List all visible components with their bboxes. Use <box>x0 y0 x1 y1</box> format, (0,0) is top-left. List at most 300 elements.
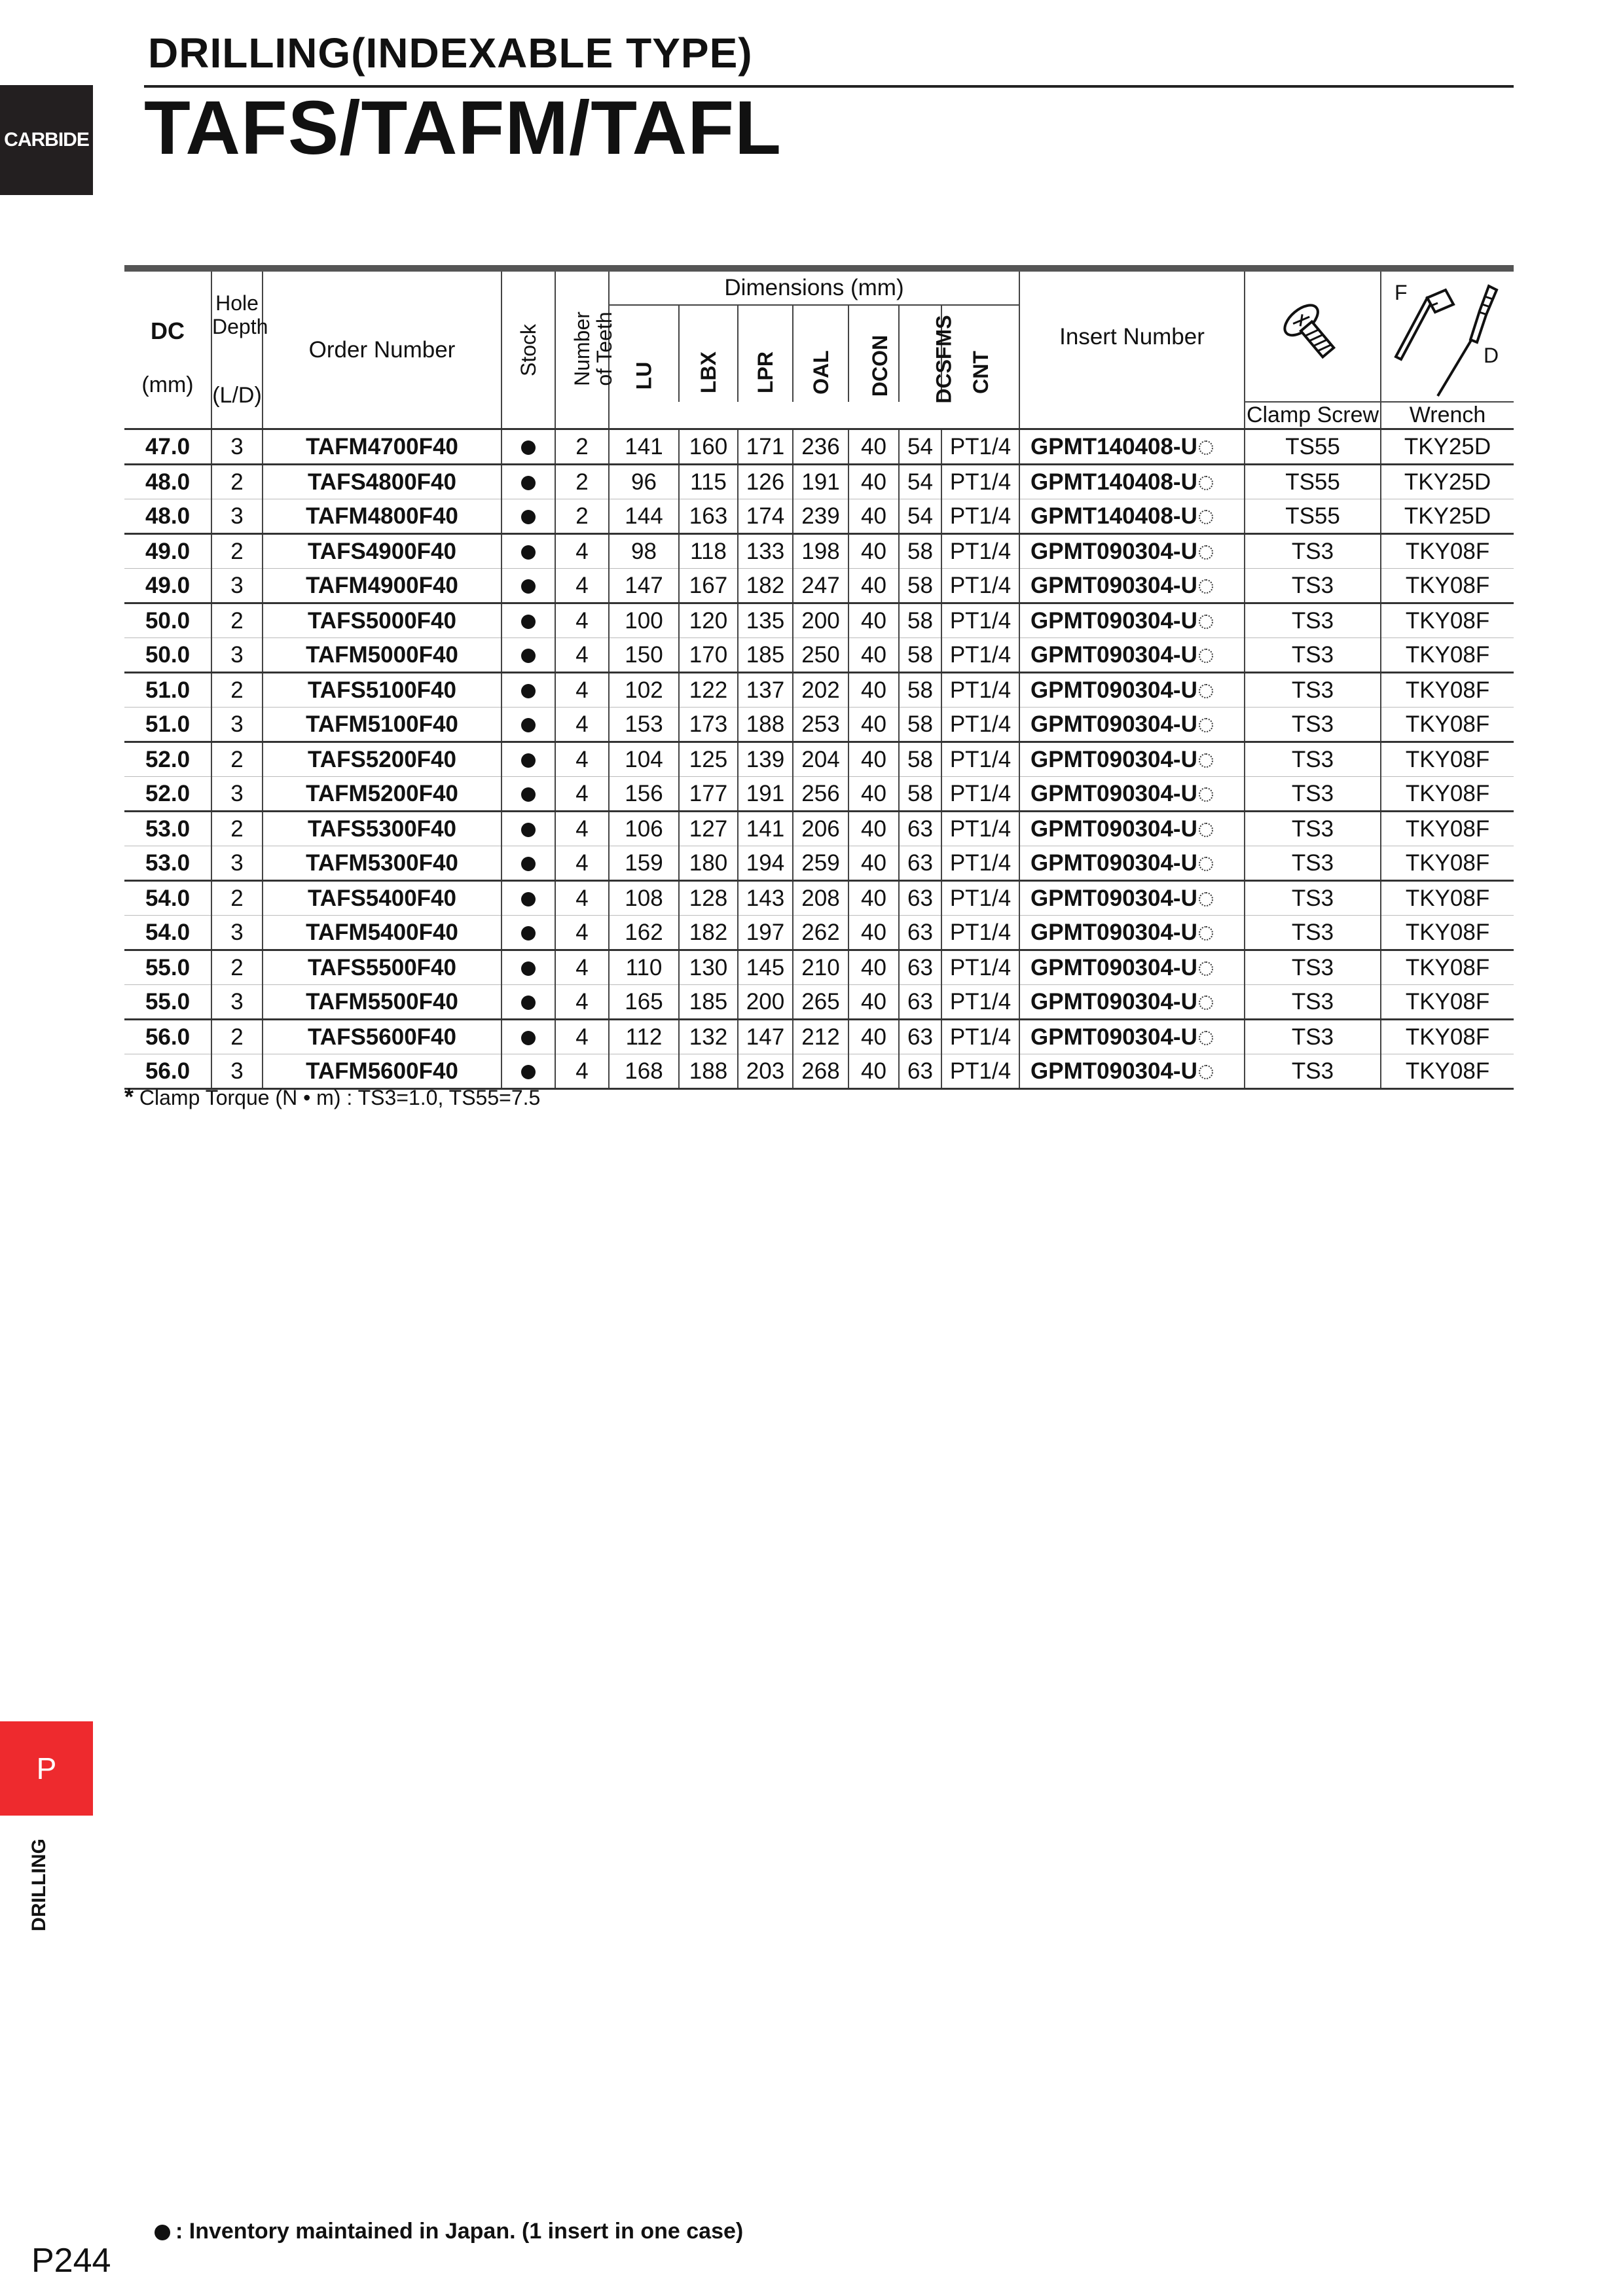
teeth-header-line-2: of Teeth <box>592 312 616 386</box>
cell-lpr: 141 <box>738 812 793 846</box>
cell-clamp-screw: TS3 <box>1245 673 1381 708</box>
grade-circle-icon <box>1199 649 1213 663</box>
cell-order-number: TAFS5200F40 <box>263 742 501 777</box>
col-clamp-screw-header: Clamp Screw <box>1245 402 1381 429</box>
cell-dc: 54.0 <box>124 881 211 916</box>
cell-stock <box>501 708 555 742</box>
cell-oal: 202 <box>793 673 848 708</box>
cell-lu: 162 <box>609 916 679 950</box>
cell-cnt: PT1/4 <box>941 499 1019 534</box>
cell-wrench: TKY08F <box>1381 534 1514 569</box>
cell-oal: 247 <box>793 569 848 603</box>
cell-dc: 56.0 <box>124 1054 211 1089</box>
cell-lpr: 185 <box>738 638 793 673</box>
cell-hole-depth: 3 <box>211 569 263 603</box>
col-dcsfms-header <box>899 305 956 404</box>
cell-lpr: 171 <box>738 429 793 465</box>
cell-lbx: 160 <box>679 429 738 465</box>
section-tab-label: DRILLING <box>28 1839 50 1931</box>
stock-header-label: Stock <box>517 323 541 376</box>
cell-dcon: 40 <box>848 742 899 777</box>
cell-order-number: TAFM5400F40 <box>263 916 501 950</box>
cell-lpr: 143 <box>738 881 793 916</box>
cell-oal: 208 <box>793 881 848 916</box>
insert-number-text: GPMT090304-U <box>1030 1024 1197 1050</box>
carbide-tab <box>0 85 93 195</box>
cell-insert-number <box>1019 742 1245 777</box>
cell-dc: 48.0 <box>124 465 211 499</box>
cell-insert-number <box>1019 465 1245 499</box>
cell-dc: 50.0 <box>124 638 211 673</box>
col-hole-depth-header <box>211 268 268 429</box>
cell-lpr: 174 <box>738 499 793 534</box>
cell-cnt: PT1/4 <box>941 881 1019 916</box>
stock-dot-icon <box>521 892 536 906</box>
cell-oal: 268 <box>793 1054 848 1089</box>
cell-lbx: 180 <box>679 846 738 881</box>
cell-wrench: TKY08F <box>1381 569 1514 603</box>
section-tab-p <box>0 1721 93 1816</box>
page-number: P244 <box>31 2242 111 2280</box>
cell-lu: 96 <box>609 465 679 499</box>
cell-oal: 210 <box>793 950 848 985</box>
cell-cnt: PT1/4 <box>941 742 1019 777</box>
cell-lu: 104 <box>609 742 679 777</box>
cell-dc: 49.0 <box>124 534 211 569</box>
cell-order-number: TAFM5200F40 <box>263 777 501 812</box>
cell-insert-number <box>1019 429 1245 465</box>
grade-circle-icon <box>1199 476 1213 490</box>
grade-circle-icon <box>1199 787 1213 802</box>
cell-dc: 53.0 <box>124 812 211 846</box>
cell-insert-number <box>1019 603 1245 638</box>
dimensions-spacer <box>609 402 1019 429</box>
cell-dcon: 40 <box>848 708 899 742</box>
clamp-torque-note <box>124 1083 540 1111</box>
cell-stock <box>501 812 555 846</box>
cell-stock <box>501 429 555 465</box>
cell-teeth: 4 <box>555 950 609 985</box>
cell-dc: 54.0 <box>124 916 211 950</box>
cell-lbx: 130 <box>679 950 738 985</box>
cell-hole-depth: 3 <box>211 916 263 950</box>
wrench-f-label: F <box>1395 281 1408 304</box>
cell-dcon: 40 <box>848 777 899 812</box>
table-row <box>124 603 1514 638</box>
table-row <box>124 708 1514 742</box>
cell-order-number: TAFS4800F40 <box>263 465 501 499</box>
cell-dc: 49.0 <box>124 569 211 603</box>
cell-oal: 191 <box>793 465 848 499</box>
cell-dcon: 40 <box>848 638 899 673</box>
cell-lpr: 203 <box>738 1054 793 1089</box>
insert-number-text: GPMT090304-U <box>1030 711 1197 737</box>
grade-circle-icon <box>1199 892 1213 906</box>
cell-wrench: TKY08F <box>1381 638 1514 673</box>
cell-wrench: TKY08F <box>1381 950 1514 985</box>
cell-dc: 56.0 <box>124 1020 211 1054</box>
cell-teeth: 4 <box>555 985 609 1020</box>
cell-dcon: 40 <box>848 1020 899 1054</box>
table-row <box>124 812 1514 846</box>
spec-table-wrap <box>124 265 1514 1090</box>
cell-oal: 256 <box>793 777 848 812</box>
stock-dot-icon <box>521 684 536 698</box>
cell-oal: 212 <box>793 1020 848 1054</box>
cell-order-number: TAFM4800F40 <box>263 499 501 534</box>
cell-order-number: TAFM4900F40 <box>263 569 501 603</box>
cell-dcon: 40 <box>848 499 899 534</box>
cell-cnt: PT1/4 <box>941 985 1019 1020</box>
cell-dcsfms: 54 <box>899 429 941 465</box>
insert-number-text: GPMT090304-U <box>1030 572 1197 598</box>
cell-lpr: 182 <box>738 569 793 603</box>
cell-dcon: 40 <box>848 916 899 950</box>
cell-insert-number <box>1019 1020 1245 1054</box>
cell-hole-depth: 3 <box>211 708 263 742</box>
col-oal-header <box>793 305 848 402</box>
cell-hole-depth: 2 <box>211 603 263 638</box>
cell-wrench: TKY08F <box>1381 777 1514 812</box>
cell-lu: 106 <box>609 812 679 846</box>
cell-order-number: TAFS5400F40 <box>263 881 501 916</box>
cell-clamp-screw: TS3 <box>1245 777 1381 812</box>
grade-circle-icon <box>1199 718 1213 732</box>
cell-teeth: 2 <box>555 465 609 499</box>
insert-number-text: GPMT140408-U <box>1030 503 1197 529</box>
cell-insert-number <box>1019 569 1245 603</box>
grade-circle-icon <box>1199 996 1213 1010</box>
cell-stock <box>501 673 555 708</box>
cell-dcon: 40 <box>848 429 899 465</box>
cell-stock <box>501 1020 555 1054</box>
stock-dot-icon <box>521 961 536 976</box>
cell-insert-number <box>1019 950 1245 985</box>
col-lu-header <box>609 305 679 402</box>
cell-lu: 102 <box>609 673 679 708</box>
cell-hole-depth: 2 <box>211 881 263 916</box>
grade-circle-icon <box>1199 961 1213 976</box>
cell-teeth: 4 <box>555 603 609 638</box>
cell-lpr: 137 <box>738 673 793 708</box>
cell-lbx: 167 <box>679 569 738 603</box>
cell-dc: 50.0 <box>124 603 211 638</box>
cell-lbx: 173 <box>679 708 738 742</box>
grade-circle-icon <box>1199 823 1213 837</box>
cell-clamp-screw: TS55 <box>1245 465 1381 499</box>
col-teeth-header <box>555 268 616 429</box>
cell-dc: 53.0 <box>124 846 211 881</box>
cell-lu: 100 <box>609 603 679 638</box>
clamp-torque-text: Clamp Torque (N • m) : TS3=1.0, TS55=7.5 <box>139 1086 541 1109</box>
cell-dcon: 40 <box>848 846 899 881</box>
table-row <box>124 916 1514 950</box>
hole-depth-label-1: Hole <box>215 291 259 315</box>
insert-number-text: GPMT140408-U <box>1030 433 1197 459</box>
table-row <box>124 534 1514 569</box>
stock-legend <box>155 2219 743 2244</box>
cell-hole-depth: 2 <box>211 1020 263 1054</box>
cell-hole-depth: 3 <box>211 1054 263 1089</box>
cell-lu: 98 <box>609 534 679 569</box>
cell-insert-number <box>1019 916 1245 950</box>
stock-dot-icon <box>521 510 536 524</box>
cell-dcon: 40 <box>848 534 899 569</box>
grade-circle-icon <box>1199 1031 1213 1045</box>
grade-circle-icon <box>1199 684 1213 698</box>
cell-stock <box>501 916 555 950</box>
cell-lpr: 139 <box>738 742 793 777</box>
cell-dcsfms: 58 <box>899 742 941 777</box>
cell-oal: 262 <box>793 916 848 950</box>
cell-hole-depth: 3 <box>211 777 263 812</box>
cell-cnt: PT1/4 <box>941 673 1019 708</box>
cell-lu: 156 <box>609 777 679 812</box>
cell-dc: 55.0 <box>124 985 211 1020</box>
grade-circle-icon <box>1199 615 1213 629</box>
cell-lpr: 188 <box>738 708 793 742</box>
cell-cnt: PT1/4 <box>941 569 1019 603</box>
cell-lu: 150 <box>609 638 679 673</box>
table-row <box>124 1020 1514 1054</box>
cell-hole-depth: 2 <box>211 534 263 569</box>
cell-wrench: TKY08F <box>1381 742 1514 777</box>
cell-teeth: 4 <box>555 846 609 881</box>
cell-cnt: PT1/4 <box>941 916 1019 950</box>
oal-header-label: OAL <box>809 350 833 395</box>
spec-table-body <box>124 429 1514 1089</box>
cell-lbx: 120 <box>679 603 738 638</box>
insert-number-text: GPMT090304-U <box>1030 641 1197 668</box>
cell-clamp-screw: TS3 <box>1245 881 1381 916</box>
hole-depth-unit: (L/D) <box>212 383 262 408</box>
cell-teeth: 4 <box>555 569 609 603</box>
cell-dcon: 40 <box>848 881 899 916</box>
insert-number-text: GPMT090304-U <box>1030 988 1197 1014</box>
cell-order-number: TAFS5100F40 <box>263 673 501 708</box>
cell-clamp-screw: TS3 <box>1245 916 1381 950</box>
cell-wrench: TKY08F <box>1381 1020 1514 1054</box>
cell-lbx: 185 <box>679 985 738 1020</box>
stock-dot-icon <box>521 545 536 560</box>
insert-number-text: GPMT090304-U <box>1030 850 1197 876</box>
table-row <box>124 881 1514 916</box>
cell-teeth: 4 <box>555 1020 609 1054</box>
cell-dcsfms: 58 <box>899 569 941 603</box>
cell-order-number: TAFM5500F40 <box>263 985 501 1020</box>
cell-hole-depth: 3 <box>211 429 263 465</box>
grade-circle-icon <box>1199 857 1213 871</box>
wrench-icon <box>1381 272 1514 401</box>
cell-dcsfms: 54 <box>899 499 941 534</box>
cell-stock <box>501 846 555 881</box>
cell-order-number: TAFM4700F40 <box>263 429 501 465</box>
cell-insert-number <box>1019 499 1245 534</box>
cell-oal: 236 <box>793 429 848 465</box>
table-row <box>124 499 1514 534</box>
cell-teeth: 4 <box>555 534 609 569</box>
dc-unit-label: (mm) <box>141 372 194 397</box>
col-dc-header <box>124 268 211 429</box>
col-lpr-header <box>738 305 793 402</box>
cell-teeth: 4 <box>555 777 609 812</box>
cell-wrench: TKY08F <box>1381 985 1514 1020</box>
cell-stock <box>501 569 555 603</box>
cell-oal: 253 <box>793 708 848 742</box>
cell-dcon: 40 <box>848 812 899 846</box>
cell-dcsfms: 63 <box>899 812 941 846</box>
insert-number-text: GPMT090304-U <box>1030 954 1197 980</box>
clamp-screw-image <box>1245 268 1381 402</box>
cell-dcsfms: 63 <box>899 950 941 985</box>
cell-lbx: 115 <box>679 465 738 499</box>
stock-dot-icon <box>521 649 536 663</box>
cell-hole-depth: 2 <box>211 465 263 499</box>
stock-dot-icon <box>521 823 536 837</box>
cell-clamp-screw: TS3 <box>1245 638 1381 673</box>
cell-dc: 52.0 <box>124 742 211 777</box>
note-star: * <box>124 1083 134 1110</box>
cell-clamp-screw: TS3 <box>1245 534 1381 569</box>
cell-cnt: PT1/4 <box>941 846 1019 881</box>
cell-lu: 165 <box>609 985 679 1020</box>
cell-dcsfms: 63 <box>899 1020 941 1054</box>
cell-hole-depth: 2 <box>211 742 263 777</box>
screw-icon <box>1277 298 1349 370</box>
cell-lu: 141 <box>609 429 679 465</box>
cell-lpr: 194 <box>738 846 793 881</box>
cell-cnt: PT1/4 <box>941 429 1019 465</box>
cell-dcsfms: 58 <box>899 777 941 812</box>
cell-cnt: PT1/4 <box>941 812 1019 846</box>
grade-circle-icon <box>1199 579 1213 594</box>
cell-stock <box>501 534 555 569</box>
cell-lpr: 191 <box>738 777 793 812</box>
cell-hole-depth: 3 <box>211 638 263 673</box>
cell-cnt: PT1/4 <box>941 708 1019 742</box>
table-row <box>124 950 1514 985</box>
cell-lpr: 147 <box>738 1020 793 1054</box>
cell-lbx: 163 <box>679 499 738 534</box>
cell-teeth: 2 <box>555 499 609 534</box>
insert-number-text: GPMT090304-U <box>1030 677 1197 703</box>
cell-dcsfms: 58 <box>899 708 941 742</box>
cell-insert-number <box>1019 777 1245 812</box>
col-wrench-header: Wrench <box>1381 402 1514 429</box>
grade-circle-icon <box>1199 753 1213 768</box>
cell-clamp-screw: TS55 <box>1245 429 1381 465</box>
stock-dot-icon <box>521 579 536 594</box>
stock-dot-icon <box>521 615 536 629</box>
col-lbx-header <box>679 305 738 402</box>
table-row <box>124 465 1514 499</box>
cell-dcon: 40 <box>848 603 899 638</box>
col-dcon-header <box>848 305 899 402</box>
insert-number-text: GPMT090304-U <box>1030 919 1197 945</box>
grade-circle-icon <box>1199 440 1213 455</box>
cell-oal: 198 <box>793 534 848 569</box>
cell-insert-number <box>1019 534 1245 569</box>
wrench-d-label: D <box>1484 344 1499 367</box>
cell-cnt: PT1/4 <box>941 465 1019 499</box>
cell-oal: 204 <box>793 742 848 777</box>
cell-clamp-screw: TS55 <box>1245 499 1381 534</box>
cell-dcsfms: 63 <box>899 1054 941 1089</box>
cell-hole-depth: 3 <box>211 499 263 534</box>
cell-stock <box>501 499 555 534</box>
cell-dcon: 40 <box>848 465 899 499</box>
cell-lbx: 188 <box>679 1054 738 1089</box>
lbx-header-label: LBX <box>697 351 720 393</box>
cell-wrench: TKY08F <box>1381 916 1514 950</box>
cell-oal: 239 <box>793 499 848 534</box>
cell-lu: 144 <box>609 499 679 534</box>
stock-dot-icon <box>521 476 536 490</box>
cell-lbx: 177 <box>679 777 738 812</box>
cell-dc: 52.0 <box>124 777 211 812</box>
cell-clamp-screw: TS3 <box>1245 846 1381 881</box>
cell-lpr: 145 <box>738 950 793 985</box>
cell-clamp-screw: TS3 <box>1245 985 1381 1020</box>
cell-order-number: TAFS5000F40 <box>263 603 501 638</box>
page-subtitle: DRILLING(INDEXABLE TYPE) <box>148 29 753 77</box>
cell-lu: 108 <box>609 881 679 916</box>
table-row <box>124 673 1514 708</box>
cell-oal: 265 <box>793 985 848 1020</box>
stock-dot-icon <box>155 2225 170 2240</box>
carbide-tab-label: CARBIDE <box>4 129 89 151</box>
insert-number-text: GPMT090304-U <box>1030 538 1197 564</box>
stock-dot-icon <box>521 787 536 802</box>
insert-number-text: GPMT090304-U <box>1030 780 1197 806</box>
cell-teeth: 4 <box>555 916 609 950</box>
col-stock-header <box>501 268 555 429</box>
cell-dcon: 40 <box>848 569 899 603</box>
cell-dcon: 40 <box>848 1054 899 1089</box>
cell-wrench: TKY08F <box>1381 603 1514 638</box>
insert-number-text: GPMT090304-U <box>1030 816 1197 842</box>
cell-dcsfms: 58 <box>899 534 941 569</box>
cell-stock <box>501 603 555 638</box>
cell-dc: 48.0 <box>124 499 211 534</box>
cell-wrench: TKY08F <box>1381 812 1514 846</box>
table-row <box>124 742 1514 777</box>
cell-hole-depth: 2 <box>211 950 263 985</box>
stock-dot-icon <box>521 440 536 455</box>
lu-header-label: LU <box>632 361 656 390</box>
grade-circle-icon <box>1199 510 1213 524</box>
cell-clamp-screw: TS3 <box>1245 708 1381 742</box>
cell-lu: 168 <box>609 1054 679 1089</box>
cell-wrench: TKY25D <box>1381 499 1514 534</box>
stock-dot-icon <box>521 718 536 732</box>
spec-table <box>124 265 1514 1090</box>
insert-number-text: GPMT090304-U <box>1030 1058 1197 1084</box>
cell-insert-number <box>1019 846 1245 881</box>
cell-insert-number <box>1019 1054 1245 1089</box>
cell-cnt: PT1/4 <box>941 1020 1019 1054</box>
cell-wrench: TKY08F <box>1381 708 1514 742</box>
cell-dc: 51.0 <box>124 708 211 742</box>
cell-lpr: 126 <box>738 465 793 499</box>
dimensions-header: Dimensions (mm) <box>609 268 1019 305</box>
table-row <box>124 985 1514 1020</box>
cell-order-number: TAFM5300F40 <box>263 846 501 881</box>
cell-stock <box>501 881 555 916</box>
cell-teeth: 4 <box>555 708 609 742</box>
cell-cnt: PT1/4 <box>941 950 1019 985</box>
grade-circle-icon <box>1199 545 1213 560</box>
